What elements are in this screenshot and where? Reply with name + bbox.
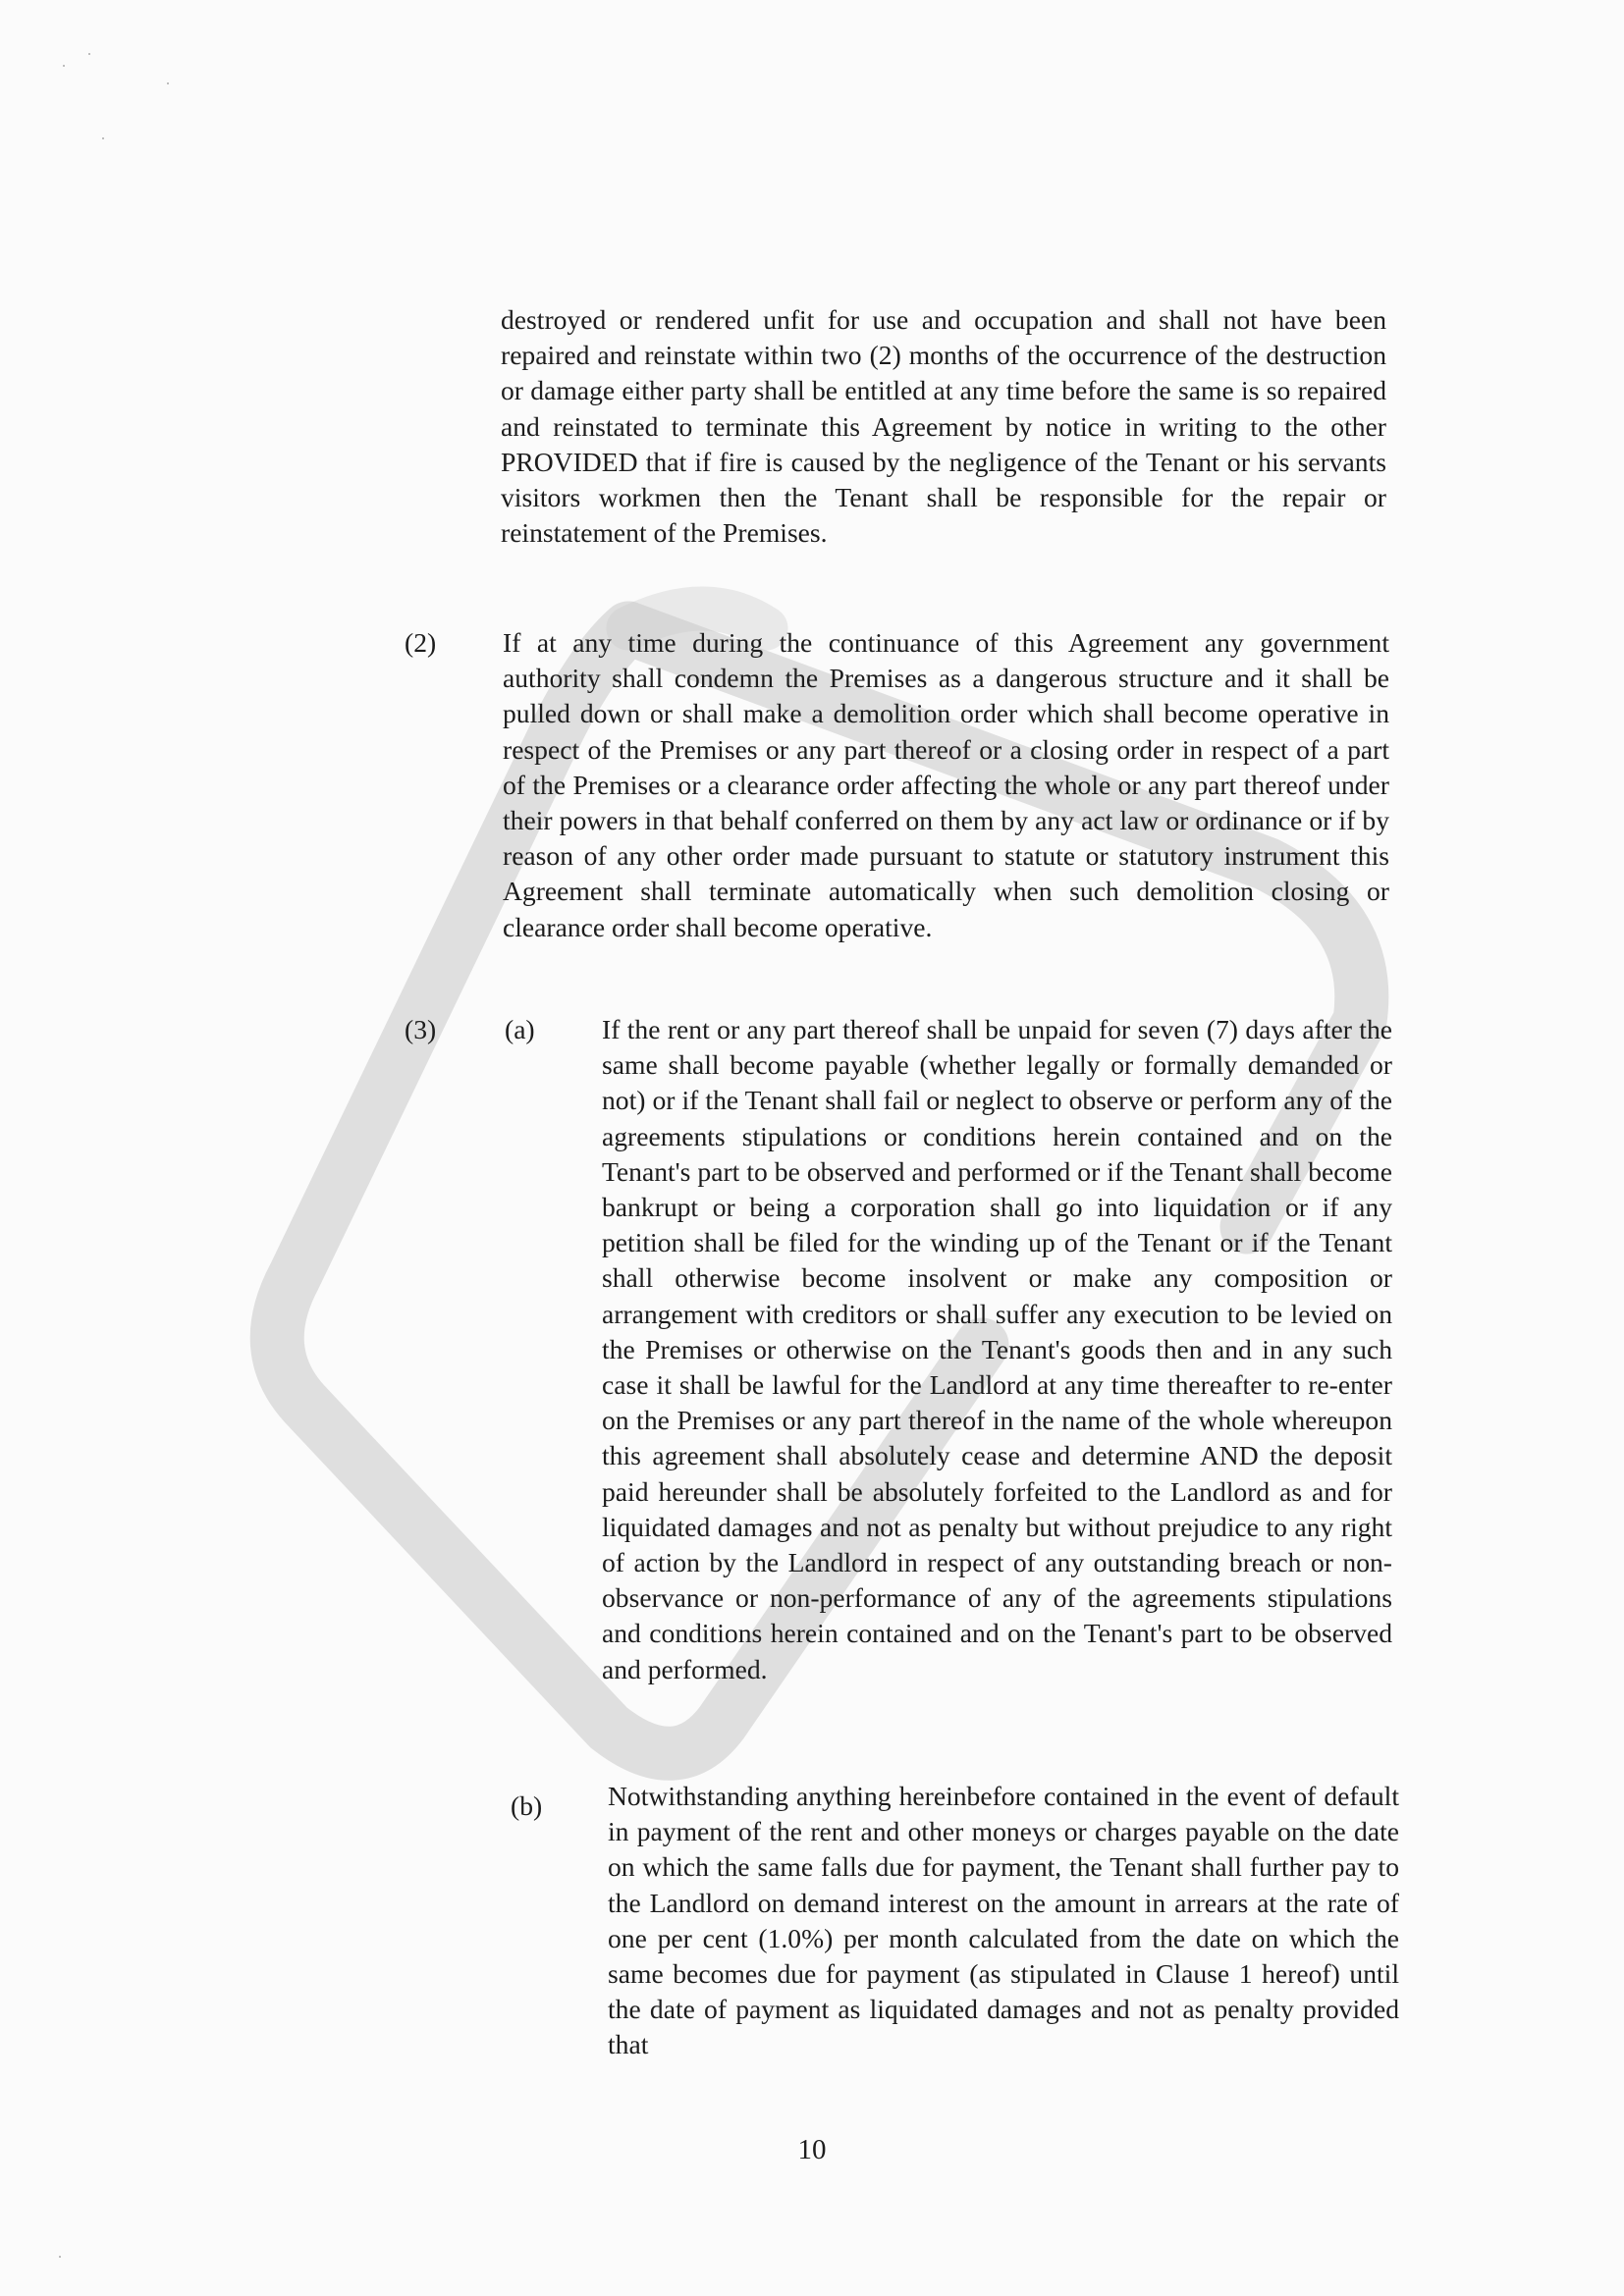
scan-speck xyxy=(88,53,90,55)
clause-3a-label: (a) xyxy=(505,1014,535,1044)
clause-2-text: If at any time during the continuance of this Agreement any government authority shall condemn the Premises as a dangerous structure and it shall be pulled down or shall make a demolition order which shall become operative in respect of the Premises or any part thereof or a closing order in respect of a part of the Premises or a clearance order affecting the whole or any part thereof under their powers in that behalf conferred on them by any act law or ordinance or if by reason of any other order made pursuant to statute or statutory instrument this Agreement shall terminate automatically when such demolition closing or clearance order shall become operative. xyxy=(503,627,1389,942)
scan-speck xyxy=(102,137,104,139)
clause-3b-label: (b) xyxy=(511,1790,543,1821)
clause-3a-text: If the rent or any part thereof shall be unpaid for seven (7) days after the same shall become payable (whether legally or formally demanded or not) or if the Tenant shall fail or neglect to observe or perform any of the agreements stipulations or conditions herein contained and on the Tenant's part to be observed and performed or if the Tenant shall become bankrupt or being a corporation shall go into liquidation or if any petition shall be filed for the winding up of the Tenant or if the Tenant shall otherwise become insolvent or make any composition or arrangement with creditors or shall suffer any execution to be levied on the Premises or otherwise on the Tenant's goods then and in any such case it shall be lawful for the Landlord at any time thereafter to re-enter on the Premises or any part thereof in the name of the whole whereupon this agreement shall absolutely cease and determine AND the deposit paid hereunder shall be absolutely forfeited to the Landlord as and for liquidated damages and not as penalty but without prejudice to any right of action by the Landlord in respect of any outstanding breach or non-observance or non-performance of any of the agreements stipulations and conditions herein contained and on the Tenant's part to be observed and performed. xyxy=(602,1014,1392,1684)
scan-speck xyxy=(59,2256,61,2258)
clause-3-number: (3) xyxy=(405,1014,437,1044)
clause-3b-text: Notwithstanding anything hereinbefore contained in the event of default in payment of the rent and other moneys or charges payable on the date on which the same falls due for payment, the Tenant shall further pay to the Landlord on demand interest on the amount in arrears at the rate of one per cent (1.0%) per month calculated from the date on which the same becomes due for payment (as stipulated in Clause 1 hereof) until the date of payment as liquidated damages and not as penalty provided that xyxy=(608,1781,1399,2060)
paragraph-continuation: destroyed or rendered unfit for use and occupation and shall not have been repaired and reinstate within two (2) months of the occurrence of the destruction or damage either party shall be entitled at any time before the same is so repaired and reinstated to terminate this Agreement by notice in writing to the other PROVIDED that if fire is caused by the negligence of the Tenant or his servants visitors workmen then the Tenant shall be responsible for the repair or reinstatement of the Premises. xyxy=(501,304,1386,549)
scan-speck xyxy=(63,65,65,67)
scan-speck xyxy=(167,82,169,84)
clause-2-number: (2) xyxy=(405,627,437,658)
page-number: 10 xyxy=(797,2134,827,2165)
